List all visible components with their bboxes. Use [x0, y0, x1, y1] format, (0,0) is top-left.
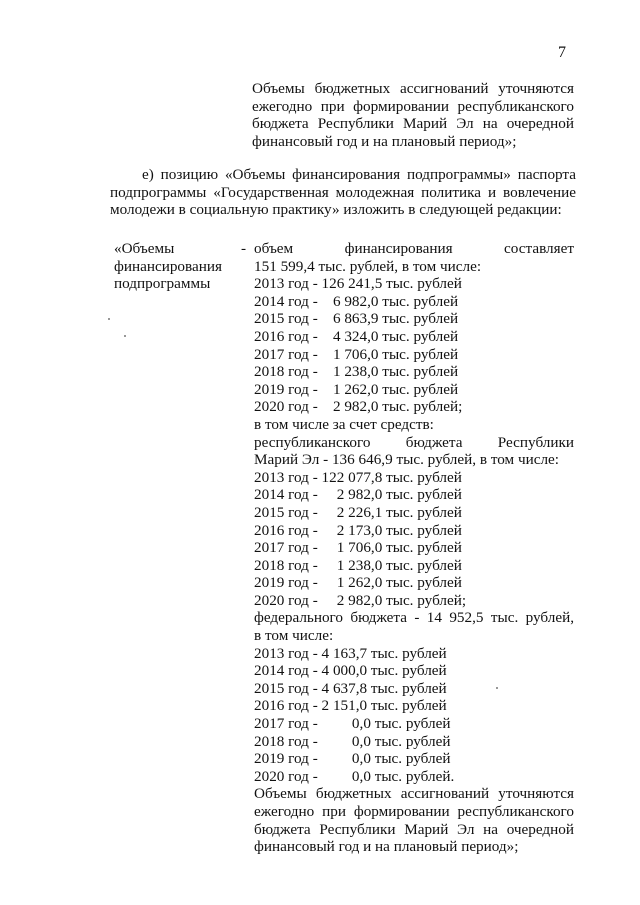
federal-year-row: 2015 год - 4 637,8 тыс. рублей [254, 679, 447, 697]
total-year-row: 2017 год - 1 706,0 тыс. рублей [254, 345, 459, 363]
federal-year-row: 2019 год - 0,0 тыс. рублей [254, 750, 451, 768]
federal-year-row: 2013 год - 4 163,7 тыс. рублей [254, 644, 447, 662]
closing-line: бюджета Республики Марий Эл на очередной [254, 820, 574, 838]
republican-year-row: 2013 год - 122 077,8 тыс. рублей [254, 468, 462, 486]
federal-year-row: 2018 год - 0,0 тыс. рублей [254, 732, 451, 750]
federal-year-row: 2014 год - 4 000,0 тыс. рублей [254, 662, 447, 680]
total-year-row: 2014 год - 6 982,0 тыс. рублей [254, 292, 459, 310]
federal-year-row: 2016 год - 2 151,0 тыс. рублей [254, 697, 447, 715]
label-line: финансирования [114, 257, 222, 275]
financing-details [254, 240, 574, 856]
federal-year-row: 2017 год - 0,0 тыс. рублей [254, 715, 451, 733]
total-amount: 151 599,4 тыс. рублей, в том числе: [254, 257, 482, 275]
total-year-row: 2015 год - 6 863,9 тыс. рублей [254, 310, 459, 328]
total-year-row: 2018 год - 1 238,0 тыс. рублей [254, 363, 459, 381]
total-year-row: 2016 год - 4 324,0 тыс. рублей [254, 327, 459, 345]
label-line [114, 240, 246, 258]
republican-year-row: 2020 год - 2 982,0 тыс. рублей; [254, 591, 467, 609]
federal-heading: федерального бюджета - 14 952,5 тыс. рублей, [254, 609, 574, 627]
paragraph-line: е) позицию «Объемы финансирования подпрограммы» паспорта [142, 166, 576, 183]
intro-line: бюджета Республики Марий Эл на очередной [252, 115, 574, 133]
scan-speck [124, 335, 126, 337]
republican-year-row: 2016 год - 2 173,0 тыс. рублей [254, 521, 462, 539]
closing-line: финансовый год и на плановый период»; [254, 838, 519, 856]
total-year-row: 2020 год - 2 982,0 тыс. рублей; [254, 398, 463, 416]
amendment-paragraph [110, 166, 576, 219]
closing-line: ежегодно при формировании республиканского [254, 803, 574, 820]
republican-year-row: 2015 год - 2 226,1 тыс. рублей [254, 503, 462, 521]
federal-year-row: 2020 год - 0,0 тыс. рублей. [254, 767, 455, 785]
intro-line: Объемы бюджетных ассигнований уточняются [252, 80, 574, 97]
closing-line: Объемы бюджетных ассигнований уточняются [254, 785, 574, 803]
intro-line: финансовый год и на плановый период»; [252, 132, 517, 150]
intro-line: ежегодно при формировании республиканского [252, 97, 574, 115]
intro-text [252, 80, 574, 150]
paragraph-line: подпрограммы «Государственная молодежная политика и вовлечение [110, 183, 576, 201]
republican-heading: республиканского бюджета Республики [254, 433, 574, 451]
total-year-row: 2013 год - 126 241,5 тыс. рублей [254, 275, 462, 293]
total-heading: объем финансирования составляет [254, 240, 574, 257]
total-year-row: 2019 год - 1 262,0 тыс. рублей [254, 380, 459, 398]
label-dash: - [240, 240, 246, 257]
federal-subheading: в том числе: [254, 627, 334, 645]
paragraph-line: молодежи в социальную практику» изложить в следующей редакции: [110, 201, 562, 219]
scan-speck [108, 318, 110, 320]
republican-year-row: 2018 год - 1 238,0 тыс. рублей [254, 556, 462, 574]
republican-amount: Марий Эл - 136 646,9 тыс. рублей, в том числе: [254, 451, 560, 469]
republican-year-row: 2019 год - 1 262,0 тыс. рублей [254, 574, 462, 592]
page-number: 7 [558, 44, 566, 61]
republican-year-row: 2014 год - 2 982,0 тыс. рублей [254, 486, 462, 504]
position-label [114, 240, 246, 293]
sources-heading: в том числе за счет средств: [254, 415, 434, 433]
republican-year-row: 2017 год - 1 706,0 тыс. рублей [254, 539, 462, 557]
label-title: «Объемы [114, 240, 175, 257]
label-line: подпрограммы [114, 275, 211, 293]
scan-speck [496, 687, 498, 689]
